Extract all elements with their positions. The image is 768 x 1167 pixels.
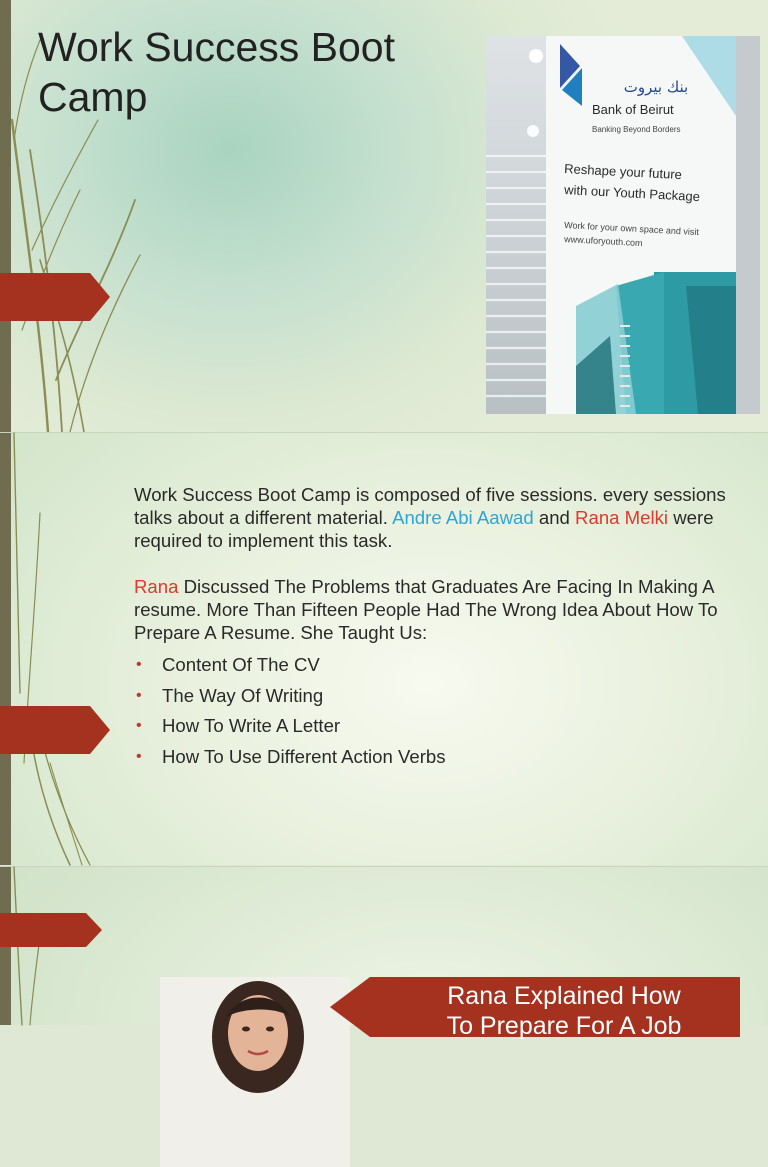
rana-portrait-photo [160,977,350,1167]
person-name-rana: Rana [134,576,179,597]
slide-3 [0,866,768,1040]
resume-paragraph: Rana Discussed The Problems that Graduates Are Facing In Making A resume. More Than Fifteen People Had The Wrong Idea About How To Prepare A Resume. She Taught Us: [134,576,718,643]
bullet-icon: • [136,686,142,704]
intro-paragraph: Work Success Boot Camp is composed of five sessions. every sessions talks about a different material. Andre Abi Aawad and Rana Melki were required to implement this task. [134,484,726,551]
red-arrow-tab [0,913,104,947]
bank-tagline: Banking Beyond Borders [592,125,681,134]
decorative-stems [0,433,110,865]
bank-arabic-name: بنك بيروت [623,78,689,96]
bullet-icon: • [136,747,142,765]
ad-sub-line1: Work for your own space and visit [563,220,700,238]
bullet-icon: • [136,656,142,673]
ad-headline-line2: with our Youth Package [563,182,701,205]
bank-of-beirut-photo [486,36,760,414]
list-item: • Content Of The CV [134,650,734,681]
person-name-andre: Andre Abi Aawad [392,507,534,528]
list-item: • How To Write A Letter [134,711,734,742]
slide-title: Work Success Boot Camp [38,24,395,120]
ad-website: www.uforyouth.com [563,234,643,249]
list-item: • The Way Of Writing [134,681,734,712]
person-name-rana-melki: Rana Melki [575,507,669,528]
slide-1 [0,0,768,432]
bank-name: Bank of Beirut [592,102,674,117]
session-description [134,483,734,772]
slide-3-title: Rana Explained How To Prepare For A Job [446,982,682,1040]
red-arrow-tab [0,273,112,321]
list-item: • How To Use Different Action Verbs [134,742,734,773]
topics-list [134,650,734,772]
bullet-icon: • [136,717,142,734]
red-arrow-tab [0,706,112,754]
ad-headline-line1: Reshape your future [563,161,683,183]
